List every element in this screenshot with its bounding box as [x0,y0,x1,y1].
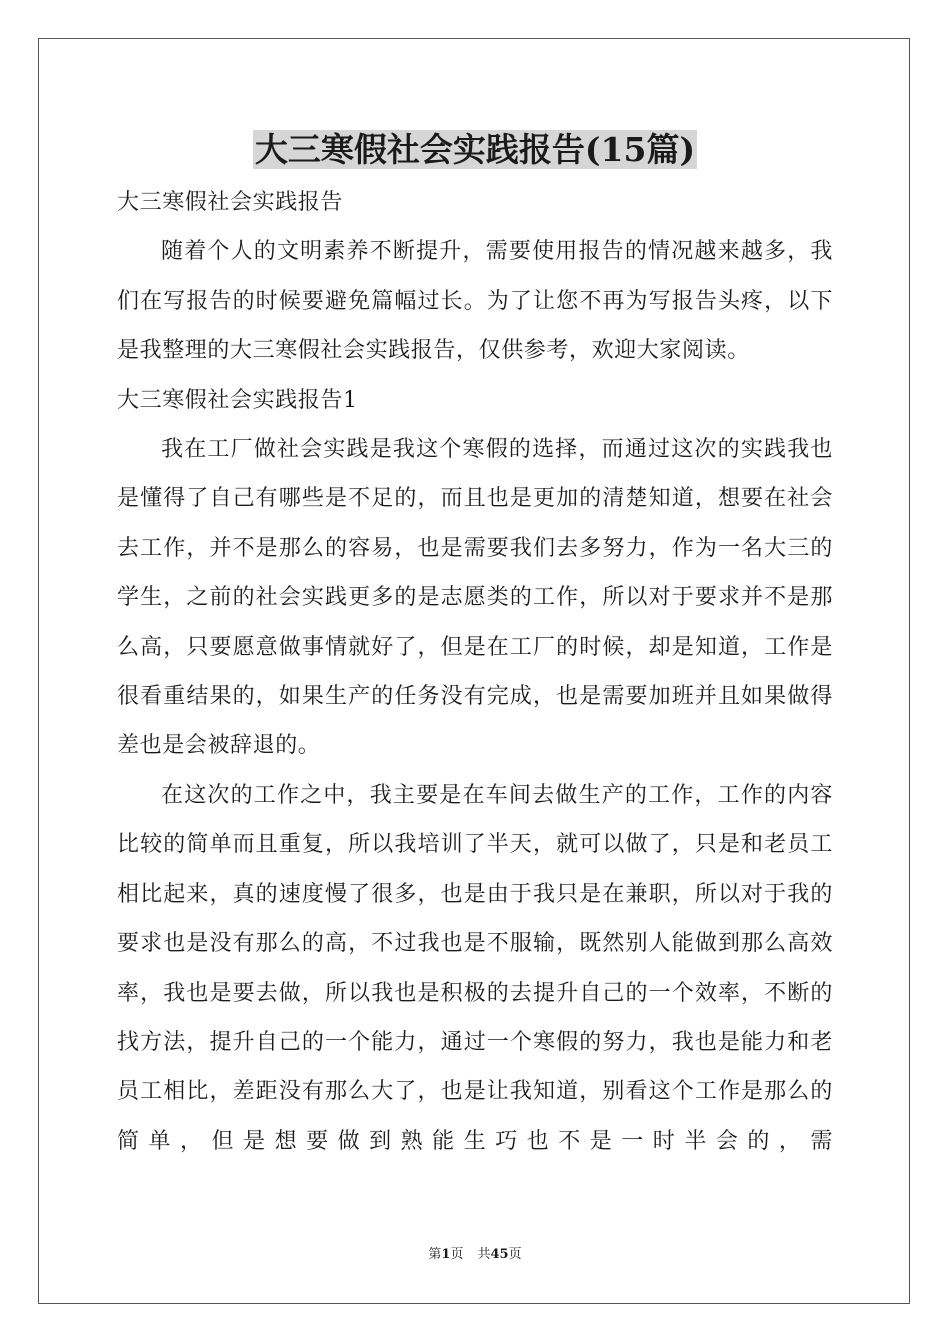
document-subtitle: 大三寒假社会实践报告 [117,190,344,215]
intro-paragraph: 随着个人的文明素养不断提升，需要使用报告的情况越来越多，我们在写报告的时候要避免篇幅过长。为了让您不再为写报告头疼，以下是我整理的大三寒假社会实践报告，仅供参考，欢迎大家阅读。 [117,239,833,364]
footer-page-prefix: 第 [428,1247,442,1262]
page-footer [0,1246,950,1264]
footer-page-suffix: 页 [450,1247,464,1262]
footer-total-suffix: 页 [508,1247,522,1262]
document-title [0,128,950,172]
footer-total-prefix: 共 [477,1247,491,1262]
section1-paragraph-1: 我在工厂做社会实践是我这个寒假的选择，而通过这次的实践我也是懂得了自己有哪些是不足的，而且也是更加的清楚知道，想要在社会去工作，并不是那么的容易，也是需要我们去多努力，作为一名大三的学生，之前的社会实践更多的是志愿类的工作，所以对于要求并不是那么高，只要愿意做事情就好了，但是在工厂的时候，却是知道，工作是很看重结果的，如果生产的任务没有完成，也是需要加班并且如果做得差也是会被辞退的。 [117,437,833,759]
footer-total-pages: 45 [490,1247,509,1262]
footer-current-page: 1 [441,1247,451,1262]
section1-paragraph-2: 在这次的工作之中，我主要是在车间去做生产的工作，工作的内容比较的简单而且重复，所以我培训了半天，就可以做了，只是和老员工相比起来，真的速度慢了很多，也是由于我只是在兼职，所以对于我的要求也是没有那么的高，不过我也是不服输，既然别人能做到那么高效率，我也是要去做，所以我也是积极的去提升自己的一个效率，不断的找方法，提升自己的一个能力，通过一个寒假的努力，我也是能力和老员工相比，差距没有那么大了，也是让我知道，别看这个工作是那么的简单，但是想要做到熟能生巧也不是一时半会的，需 [117,782,833,1154]
document-body [117,178,833,1166]
section-heading-1: 大三寒假社会实践报告1 [117,387,358,413]
document-title-text: 大三寒假社会实践报告(15篇) [254,130,696,169]
